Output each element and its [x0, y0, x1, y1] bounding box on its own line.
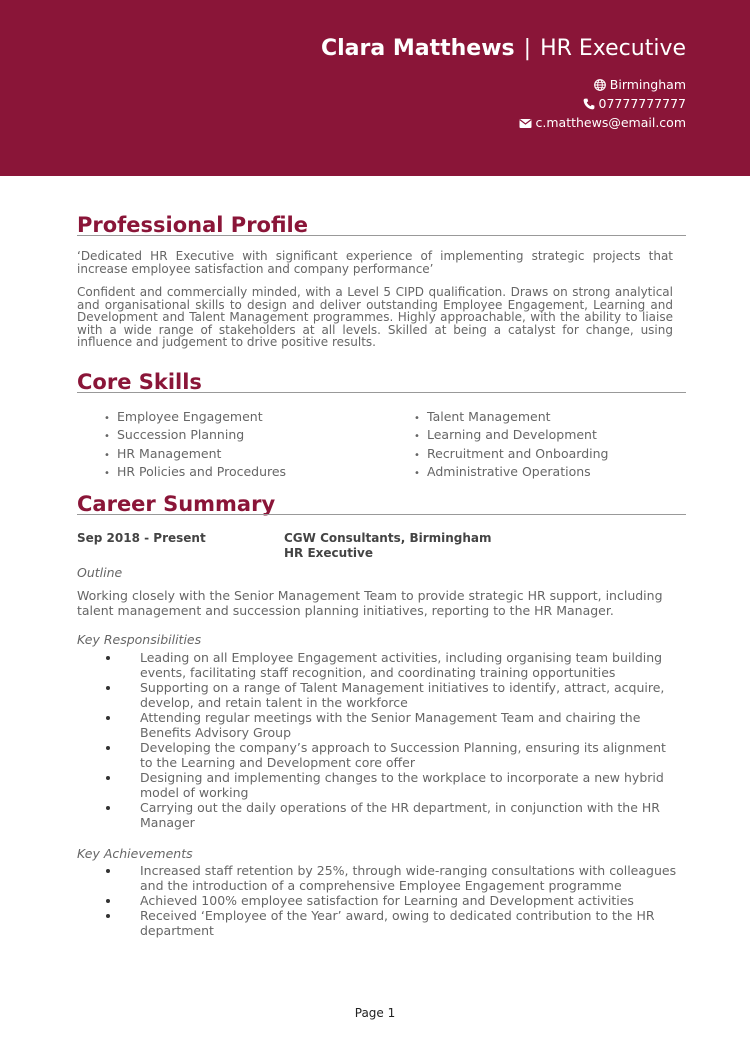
list-item: Carrying out the daily operations of the HR department, in conjunction with the HR Manager — [77, 800, 677, 830]
skill-item: • Employee Engagement — [104, 409, 263, 424]
outline-label: Outline — [77, 565, 123, 580]
job-dates: Sep 2018 - Present — [77, 531, 206, 545]
profile-divider — [77, 235, 686, 236]
contact-phone — [583, 95, 686, 113]
skills-left-column — [104, 409, 286, 482]
job-title: HR Executive — [540, 36, 686, 61]
list-item: Supporting on a range of Talent Management initiatives to identify, attract, acquire, develop, and retain talent in the workforce — [77, 680, 677, 710]
skill-item: • Succession Planning — [104, 427, 245, 443]
email-text: c.matthews@email.com — [535, 115, 686, 130]
skill-item: • Recruitment and Onboarding — [414, 445, 609, 461]
contact-email — [519, 114, 686, 132]
contact-location — [594, 76, 686, 94]
list-item: Attending regular meetings with the Senior Management Team and chairing the Benefits Advisory Group — [77, 710, 677, 740]
profile-quote: ‘Dedicated HR Executive with significant experience of implementing strategic projects that increase employee satisfaction and company performance’ — [77, 249, 673, 276]
responsibilities-list — [77, 650, 677, 830]
skills-heading: Core Skills — [77, 370, 202, 394]
title-separator: | — [523, 36, 532, 61]
achievements-list — [77, 863, 677, 938]
header-banner — [0, 0, 750, 176]
location-text: Birmingham — [609, 77, 686, 92]
career-divider — [77, 514, 686, 515]
career-heading: Career Summary — [77, 492, 276, 516]
phone-text: 07777777777 — [598, 96, 686, 111]
skills-divider — [77, 392, 686, 393]
profile-heading: Professional Profile — [77, 213, 308, 237]
list-item: Leading on all Employee Engagement activities, including organising team building events, facilitating staff recognition, and coordinating training opportunities — [77, 650, 677, 680]
skill-item: • HR Policies and Procedures — [104, 463, 287, 479]
list-item: Received ‘Employee of the Year’ award, owing to dedicated contribution to the HR department — [77, 908, 677, 938]
responsibilities-label: Key Responsibilities — [77, 632, 202, 647]
name-title-row — [321, 34, 686, 64]
skill-item: • Administrative Operations — [414, 463, 591, 479]
profile-summary: Confident and commercially minded, with a Level 5 CIPD qualification. Draws on strong analytical and organisational skills to design and deliver outstanding Employee Engagement, Learning and Development and Talent Management programmes. Highly approachable, with the ability to liaise with a wide range of stakeholders at all levels. Skilled at being a catalyst for change, using influence and judgement to drive positive results. — [77, 285, 673, 350]
skills-right-column — [414, 409, 608, 482]
envelope-icon — [519, 118, 532, 129]
phone-icon — [583, 98, 595, 110]
skill-item: • Talent Management — [414, 409, 551, 424]
candidate-name: Clara Matthews — [320, 36, 515, 61]
list-item: Increased staff retention by 25%, through wide-ranging consultations with colleagues and the introduction of a comprehensive Employee Engagement programme — [77, 863, 677, 893]
list-item: Designing and implementing changes to the workplace to incorporate a new hybrid model of working — [77, 770, 677, 800]
outline-text: Working closely with the Senior Management Team to provide strategic HR support, including talent management and succession planning initiatives, reporting to the HR Manager. — [77, 588, 663, 618]
skill-item: • Learning and Development — [414, 427, 597, 443]
skill-item: • HR Management — [104, 445, 222, 461]
achievements-label: Key Achievements — [77, 846, 193, 861]
list-item: Developing the company’s approach to Succession Planning, ensuring its alignment to the Learning and Development core offer — [77, 740, 677, 770]
job-role: HR Executive — [284, 546, 374, 560]
globe-icon — [594, 79, 606, 91]
page-number: Page 1 — [354, 1006, 396, 1020]
job-company: CGW Consultants, Birmingham — [284, 531, 492, 545]
list-item: Achieved 100% employee satisfaction for Learning and Development activities — [77, 893, 677, 908]
